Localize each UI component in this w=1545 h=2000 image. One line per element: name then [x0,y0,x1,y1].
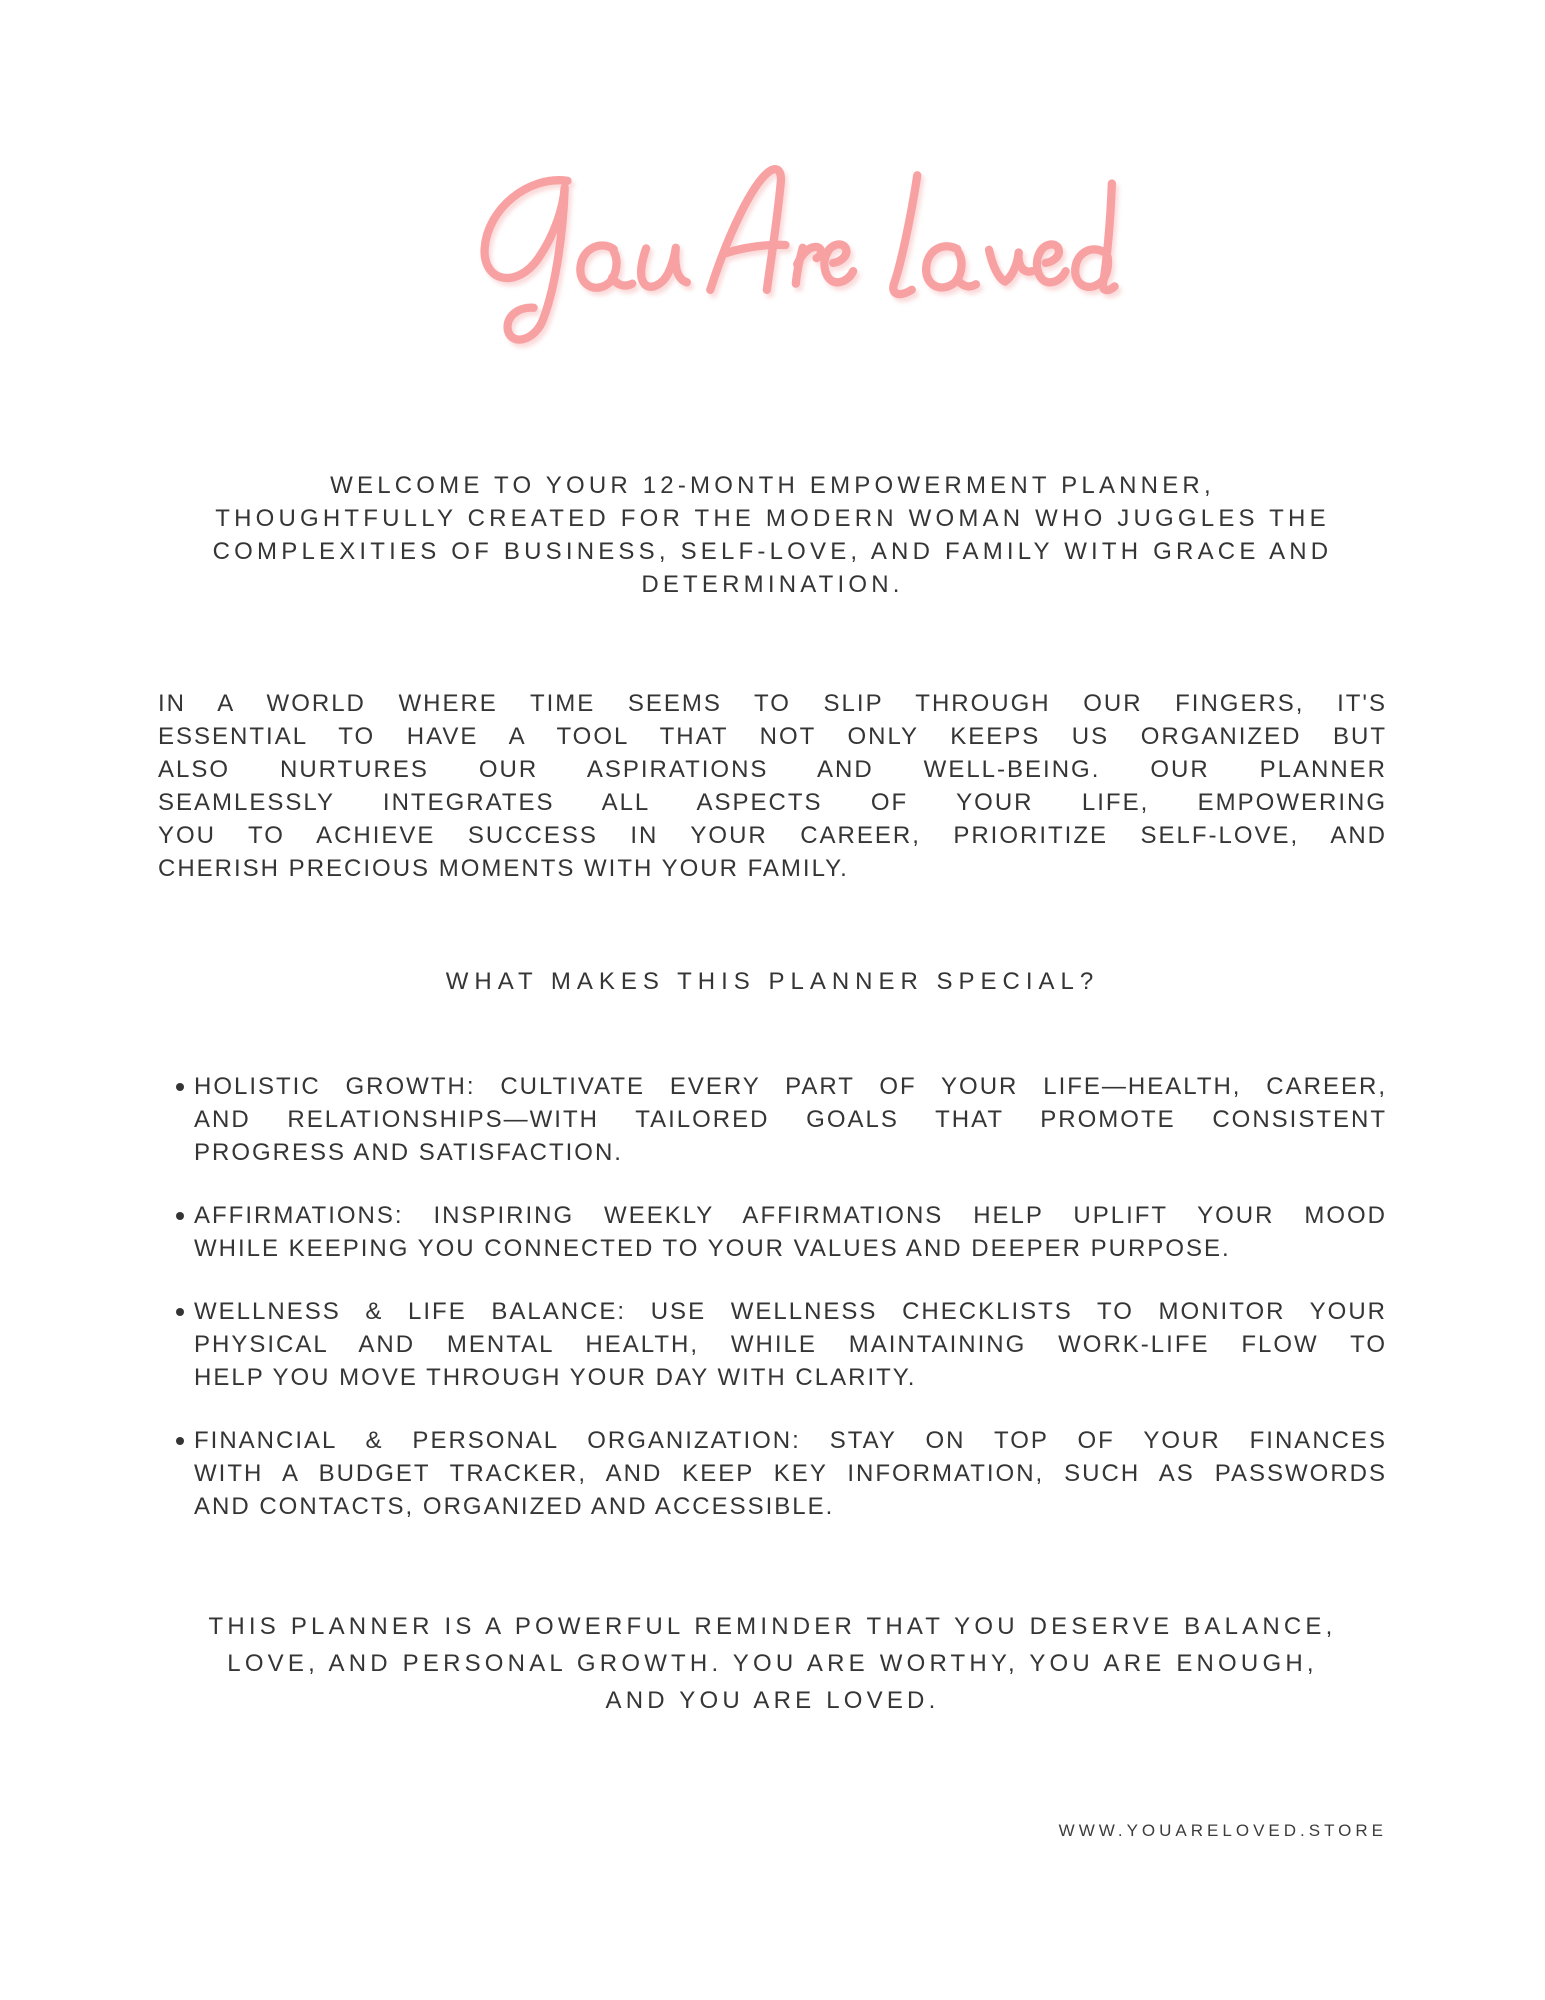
body-line: ALSO NURTURES OUR ASPIRATIONS AND WELL-BEING. OUR PLANNER [158,756,1387,783]
list-item [158,1424,1387,1523]
bullet-icon [176,1212,184,1220]
list-item-text [194,1295,1387,1394]
bullet-line: PHYSICAL AND MENTAL HEALTH, WHILE MAINTAINING WORK-LIFE FLOW TO [194,1331,1387,1358]
list-item [158,1199,1387,1265]
intro-line: COMPLEXITIES OF BUSINESS, SELF-LOVE, AND FAMILY WITH GRACE AND [212,538,1333,565]
body-line: IN A WORLD WHERE TIME SEEMS TO SLIP THROUGH OUR FINGERS, IT'S [158,690,1387,717]
section-heading: WHAT MAKES THIS PLANNER SPECIAL? [445,968,1100,995]
closing-line: LOVE, AND PERSONAL GROWTH. YOU ARE WORTHY, YOU ARE ENOUGH, [227,1650,1318,1677]
intro-line: WELCOME TO YOUR 12-MONTH EMPOWERMENT PLANNER, [330,472,1215,499]
list-item-text [194,1424,1387,1523]
body-line: YOU TO ACHIEVE SUCCESS IN YOUR CAREER, PRIORITIZE SELF-LOVE, AND [158,822,1387,849]
bullet-line: WITH A BUDGET TRACKER, AND KEEP KEY INFORMATION, SUCH AS PASSWORDS [194,1460,1387,1487]
closing-line: AND YOU ARE LOVED. [605,1687,940,1714]
body-line: SEAMLESSLY INTEGRATES ALL ASPECTS OF YOUR LIFE, EMPOWERING [158,789,1387,816]
intro-paragraph [135,469,1410,601]
body-line: ESSENTIAL TO HAVE A TOOL THAT NOT ONLY KEEPS US ORGANIZED BUT [158,723,1387,750]
bullet-line: HOLISTIC GROWTH: CULTIVATE EVERY PART OF YOUR LIFE—HEALTH, CAREER, [194,1073,1387,1100]
body-paragraph [158,687,1387,885]
list-item [158,1070,1387,1169]
website-url: WWW.YOUARELOVED.STORE [1058,1821,1387,1840]
bullet-line: WELLNESS & LIFE BALANCE: USE WELLNESS CHECKLISTS TO MONITOR YOUR [194,1298,1387,1325]
list-item-text [194,1070,1387,1169]
logo [0,0,1545,363]
closing-paragraph [135,1608,1410,1719]
list-item-text [194,1199,1387,1265]
bullet-line: AND CONTACTS, ORGANIZED AND ACCESSIBLE. [194,1493,835,1520]
bullet-line: FINANCIAL & PERSONAL ORGANIZATION: STAY ON TOP OF YOUR FINANCES [194,1427,1387,1454]
list-item [158,1295,1387,1394]
intro-line: THOUGHTFULLY CREATED FOR THE MODERN WOMAN WHO JUGGLES THE [215,505,1330,532]
closing-line: THIS PLANNER IS A POWERFUL REMINDER THAT YOU DESERVE BALANCE, [208,1613,1337,1640]
footer [0,1821,1545,1841]
bullet-line: PROGRESS AND SATISFACTION. [194,1139,623,1166]
features-list [158,1070,1387,1523]
bullet-icon [176,1083,184,1091]
body-line: CHERISH PRECIOUS MOMENTS WITH YOUR FAMILY. [158,855,849,882]
bullet-icon [176,1308,184,1316]
intro-line: DETERMINATION. [641,571,904,598]
bullet-line: WHILE KEEPING YOU CONNECTED TO YOUR VALUES AND DEEPER PURPOSE. [194,1235,1231,1262]
bullet-line: HELP YOU MOVE THROUGH YOUR DAY WITH CLARITY. [194,1364,917,1391]
bullet-line: AND RELATIONSHIPS—WITH TAILORED GOALS THAT PROMOTE CONSISTENT [194,1106,1387,1133]
bullet-icon [176,1437,184,1445]
logo-script-art [446,143,1136,358]
bullet-line: AFFIRMATIONS: INSPIRING WEEKLY AFFIRMATIONS HELP UPLIFT YOUR MOOD [194,1202,1387,1229]
